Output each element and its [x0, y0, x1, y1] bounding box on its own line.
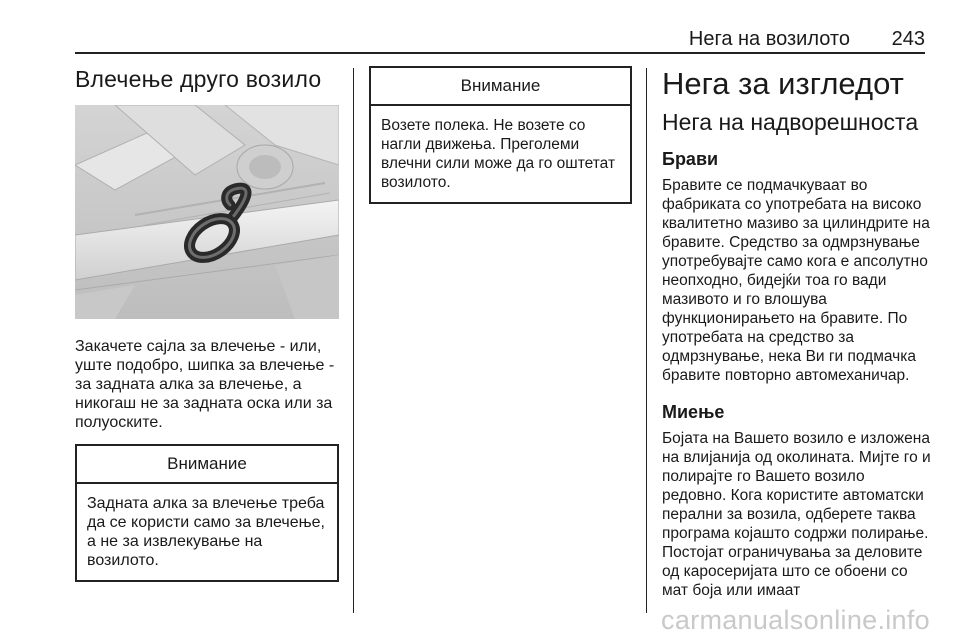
subsection-title: Нега на надворешноста: [662, 109, 919, 135]
warning-text: Задната алка за влечење треба да се користи само за влечење, а не за извлекување на возилото.: [87, 495, 325, 569]
header-rule: [75, 52, 925, 54]
watermark: carmanualsonline.info: [661, 605, 930, 635]
washing-heading: Миење: [662, 402, 725, 422]
tow-eye-illustration: [75, 105, 339, 319]
warning-title: Внимание: [371, 68, 630, 106]
left-column: [75, 66, 339, 582]
warning-box: [75, 444, 339, 582]
section-title: Влечење друго возило: [75, 66, 322, 92]
warning-box: [369, 66, 632, 204]
right-column: [662, 66, 932, 600]
washing-text: Бојата на Вашето возило е изложена на влијанија од околината. Мијте го и полирајте го Вашето возило редовно. Кога користите автоматски перални за возила, одберете таква програма којашто содржи полирање. Постојат ограничувања за деловите од каросеријата што се обоени со мат боја или имаат: [662, 430, 931, 599]
column-divider-1: [353, 68, 354, 613]
column-divider-2: [646, 68, 647, 613]
warning-title: Внимание: [77, 446, 337, 484]
locks-heading: Брави: [662, 149, 719, 169]
running-title: Нега на возилото: [688, 28, 850, 50]
warning-text: Возете полека. Не возете со нагли движења. Преголеми влечни сили може да го оштетат возилото.: [381, 117, 616, 191]
page-number: 243: [891, 28, 925, 50]
middle-column: [369, 66, 632, 204]
chapter-title: Нега за изгледот: [662, 66, 904, 101]
locks-text: Бравите се подмачкуваат во фабриката со употребата на високо квалитетно мазиво за цилиндрите на бравите. Средство за одмрзнување употребувајте само кога е апсолутно неопходно, бидејќи тоа го вади мазивото и го влошува функционирањето на бравите. По употребата на средство за одмрзнување, нека Ви ги подмачка бравите повторно автомеханичар.: [662, 177, 930, 384]
towing-instruction-text: Закачете сајла за влечење - или, уште подобро, шипка за влечење - за задната алка за влечење, а никогаш не за задната оска или за полуоските.: [75, 338, 335, 431]
